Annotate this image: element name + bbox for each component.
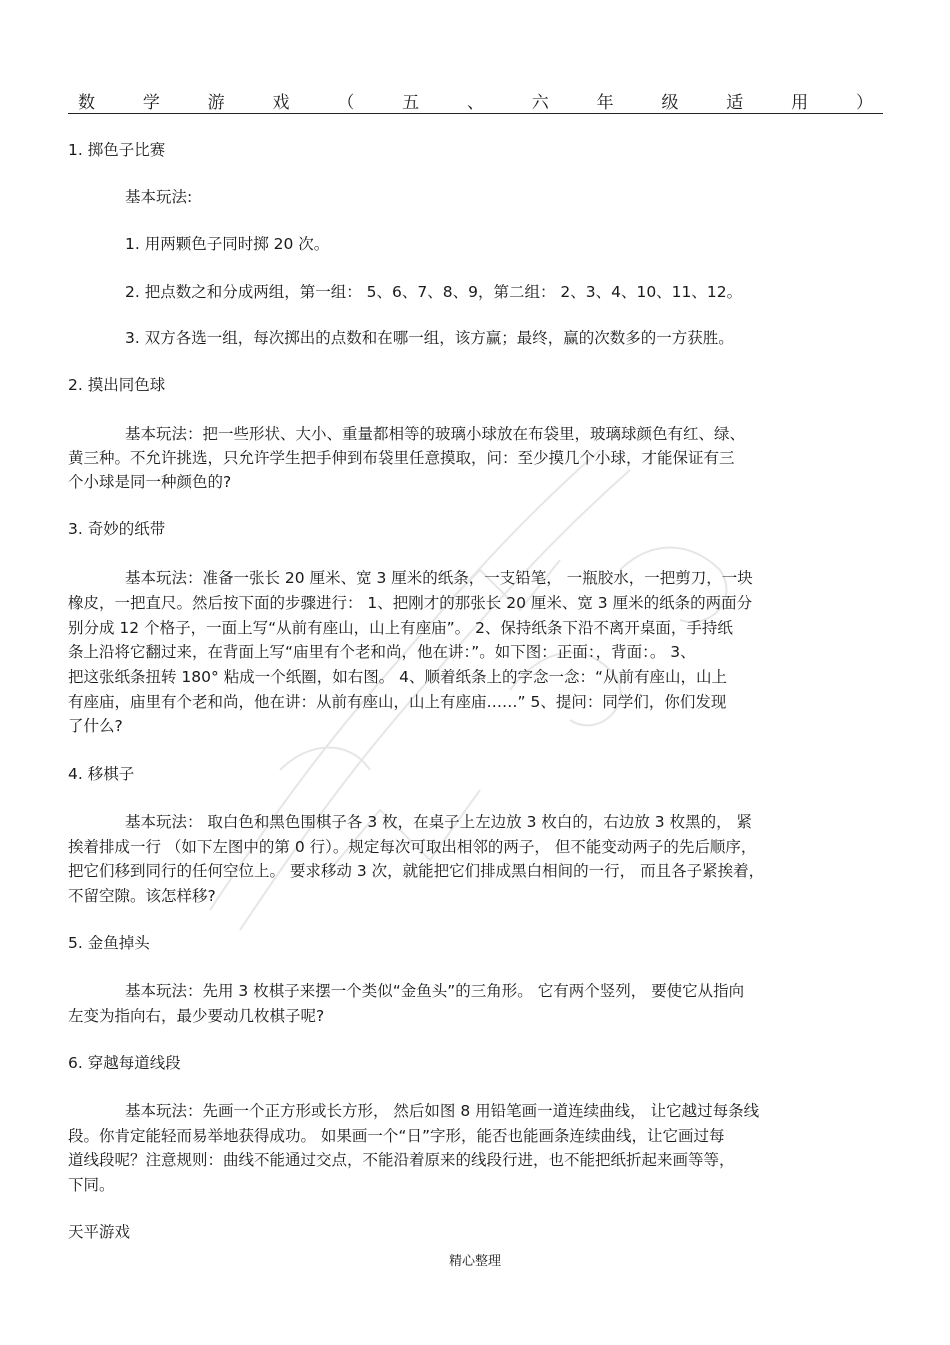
- paragraph-line: 不留空隙。该怎样移?: [68, 887, 216, 905]
- paragraph-line: 基本玩法：准备一张长 20 厘米、宽 3 厘米的纸条，一支铅笔， 一瓶胶水，一把剪刀，一块: [125, 569, 753, 587]
- page-footer: 精心整理: [448, 1254, 501, 1269]
- paragraph-line: 黄三种。不允许挑选，只允许学生把手伸到布袋里任意摸取，问：至少摸几个小球，才能保证有三: [68, 449, 735, 467]
- paragraph-line: 1. 用两颗色子同时掷 20 次。: [125, 235, 330, 253]
- title-char: 适: [726, 93, 744, 113]
- paragraph-line: 下同。: [68, 1176, 115, 1194]
- title-char: 戏: [272, 93, 290, 113]
- paragraph-line: 基本玩法： 取白色和黑色围棋子各 3 枚，在桌子上左边放 3 枚白的，右边放 3 枚黑的， 紧: [125, 813, 753, 831]
- paragraph-line: 个小球是同一种颜色的?: [68, 473, 232, 491]
- paragraph-line: 有座庙，庙里有个老和尚，他在讲：从前有座山，山上有座庙……” 5、提问：同学们，你们发现: [68, 693, 727, 711]
- section-title: 天平游戏: [68, 1223, 131, 1241]
- title-char: 五: [402, 93, 420, 113]
- section-title: 6. 穿越每道线段: [68, 1054, 181, 1072]
- title-char: 用: [791, 93, 809, 113]
- paragraph-line: 段。你肯定能轻而易举地获得成功。 如果画一个“日”字形，能否也能画条连续曲线，让它画过每: [68, 1127, 725, 1145]
- title-char: （: [337, 93, 355, 113]
- title-char: 数: [78, 93, 95, 113]
- title-char: 级: [661, 93, 679, 113]
- paragraph-line: 把它们移到同行的任何空位上。 要求移动 3 次，就能把它们排成黑白相间的一行， 而且各子紧挨着，: [68, 862, 765, 880]
- paragraph-line: 挨着排成一行 （如下左图中的第 0 行）。规定每次可取出相邻的两子， 但不能变动两子的先后顺序，: [68, 838, 757, 856]
- paragraph-line: 2. 把点数之和分成两组，第一组： 5、6、7、8、9，第二组： 2、3、4、10、11、12。: [125, 283, 743, 301]
- paragraph-line: 3. 双方各选一组，每次掷出的点数和在哪一组，该方赢；最终，赢的次数多的一方获胜。: [125, 329, 734, 347]
- paragraph-line: 了什么?: [68, 717, 123, 735]
- paragraph-line: 基本玩法:: [125, 188, 193, 206]
- title-char: 学: [142, 93, 160, 113]
- page-title: [68, 88, 883, 114]
- section-title: 1. 掷色子比赛: [68, 141, 166, 159]
- paragraph-line: 把这张纸条扭转 180° 粘成一个纸圈，如右图。 4、顺着纸条上的字念一念：“从前有座山，山上: [68, 668, 728, 686]
- title-char: ）: [855, 93, 873, 113]
- paragraph-line: 橡皮，一把直尺。然后按下面的步骤进行： 1、把刚才的那张长 20 厘米、宽 3 厘米的纸条的两面分: [68, 594, 753, 612]
- title-char: 游: [207, 93, 225, 113]
- title-char: 年: [596, 93, 614, 113]
- section-title: 4. 移棋子: [68, 765, 135, 783]
- paragraph-line: 左变为指向右，最少要动几枚棋子呢?: [68, 1007, 325, 1025]
- paragraph-line: 基本玩法：把一些形状、大小、重量都相等的玻璃小球放在布袋里，玻璃球颜色有红、绿、: [125, 425, 746, 443]
- section-title: 3. 奇妙的纸带: [68, 520, 166, 538]
- paragraph-line: 条上沿将它翻过来，在背面上写“庙里有个老和尚，他在讲：”。如下图：正面：，背面：。 3、: [68, 643, 696, 661]
- paragraph-line: 道线段呢？注意规则：曲线不能通过交点，不能沿着原来的线段行进，也不能把纸折起来画等等，: [68, 1151, 735, 1169]
- title-char: 、: [466, 93, 484, 113]
- title-char: 六: [531, 93, 549, 113]
- section-title: 2. 摸出同色球: [68, 376, 166, 394]
- paragraph-line: 基本玩法：先用 3 枚棋子来摆一个类似“金鱼头”的三角形。 它有两个竖列， 要使它从指向: [125, 982, 745, 1000]
- paragraph-line: 别分成 12 个格子，一面上写“从前有座山，山上有座庙”。 2、保持纸条下沿不离开桌面，手持纸: [68, 619, 733, 637]
- section-title: 5. 金鱼掉头: [68, 934, 150, 952]
- paragraph-line: 基本玩法：先画一个正方形或长方形， 然后如图 8 用铅笔画一道连续曲线， 让它越过每条线: [125, 1102, 760, 1120]
